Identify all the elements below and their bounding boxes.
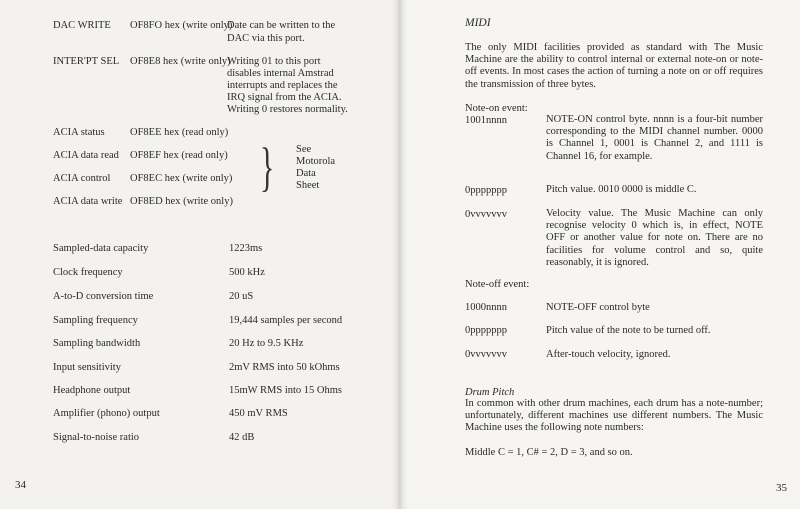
register-name: ACIA status (53, 127, 105, 138)
page-number: 34 (15, 479, 26, 491)
spec-label: Amplifier (phono) output (53, 408, 160, 419)
byte-description: Pitch value of the note to be turned off. (546, 325, 711, 336)
register-address: OF8EC hex (write only) (130, 173, 233, 184)
subsection-heading: Drum Pitch (465, 387, 515, 398)
acia-note: Data (296, 168, 316, 179)
byte-code: 0vvvvvvv (465, 349, 507, 360)
acia-note: Motorola (296, 156, 336, 167)
spec-label: Sampling frequency (53, 315, 138, 326)
register-address: OF8EE hex (read only) (130, 127, 229, 138)
register-description: Writing 0 restores normality. (227, 104, 348, 115)
spec-value: 500 kHz (229, 267, 265, 278)
byte-code: 1000nnnn (465, 302, 507, 313)
register-description: Date can be written to the (227, 20, 336, 31)
spec-label: A-to-D conversion time (53, 291, 154, 302)
spec-value: 20 uS (229, 291, 254, 302)
page-number: 35 (776, 482, 787, 494)
spec-label: Sampled-data capacity (53, 243, 149, 254)
register-description: disables internal Amstrad (227, 68, 334, 79)
register-name: INTER'PT SEL (53, 56, 120, 67)
spec-value: 20 Hz to 9.5 KHz (229, 338, 304, 349)
spec-label: Clock frequency (53, 267, 123, 278)
section-heading: MIDI (465, 17, 491, 29)
spec-value: 450 mV RMS (229, 408, 288, 419)
register-address: OF8E8 hex (write only) (130, 56, 231, 67)
register-name: DAC WRITE (53, 20, 111, 31)
brace-glyph: } (260, 137, 275, 197)
drum-paragraph: In common with other drum machines, each drum has a note-number; unfortunately, different machines use different numbers. The Music Machine uses the following note numbers: (465, 398, 763, 434)
spec-label: Input sensitivity (53, 362, 121, 373)
register-name: ACIA data read (53, 150, 119, 161)
note-off-label: Note-off event: (465, 279, 530, 290)
byte-description: Pitch value. 0010 0000 is middle C. (546, 184, 697, 195)
register-name: ACIA data write (53, 196, 123, 207)
byte-description: NOTE-ON control byte. nnnn is a four-bit number corresponding to the MIDI channel number. 0000 is Channel 1, 0001 is Channel 2, and 1111 is Channel 16, for example. (546, 114, 763, 162)
spec-value: 1223ms (229, 243, 263, 254)
register-description: interrupts and replaces the (227, 80, 338, 91)
register-description: Writing 01 to this port (227, 56, 321, 67)
register-address: OF8FO hex (write only) (130, 20, 233, 31)
byte-code: 0vvvvvvv (465, 209, 507, 220)
right-page (401, 0, 800, 509)
acia-note: See (296, 144, 312, 155)
byte-code: 0ppppppp (465, 325, 507, 336)
byte-code: 1001nnnn (465, 115, 507, 126)
spec-value: 2mV RMS into 50 kOhms (229, 362, 340, 373)
spec-value: 19,444 samples per second (229, 315, 343, 326)
byte-description: NOTE-OFF control byte (546, 302, 650, 313)
spec-value: 15mW RMS into 15 Ohms (229, 385, 342, 396)
register-name: ACIA control (53, 173, 111, 184)
byte-description: After-touch velocity, ignored. (546, 349, 671, 360)
register-address: OF8EF hex (read only) (130, 150, 228, 161)
byte-description: Velocity value. The Music Machine can only recognise velocity 0 which is, in effect, NOTE OFF or another value for note on. There are no facilities for volume control and so, quite reasonably, it is ignored. (546, 208, 763, 268)
intro-paragraph: The only MIDI facilities provided as standard with The Music Machine are the ability to control internal or external note-on or note-off events. In most cases the action of turning a note on or off requires the transmission of three bytes. (465, 42, 763, 90)
spec-label: Headphone output (53, 385, 131, 396)
spec-label: Sampling bandwidth (53, 338, 141, 349)
note-numbers: Middle C = 1, C# = 2, D = 3, and so on. (465, 447, 633, 458)
spec-label: Signal-to-noise ratio (53, 432, 140, 443)
register-address: OF8ED hex (write only) (130, 196, 233, 207)
register-description: DAC via this port. (227, 33, 305, 44)
left-page (0, 0, 399, 509)
spec-value: 42 dB (229, 432, 255, 443)
note-on-label: Note-on event: (465, 103, 528, 114)
acia-note: Sheet (296, 180, 320, 191)
byte-code: 0ppppppp (465, 185, 507, 196)
register-description: IRQ signal from the ACIA. (227, 92, 342, 103)
